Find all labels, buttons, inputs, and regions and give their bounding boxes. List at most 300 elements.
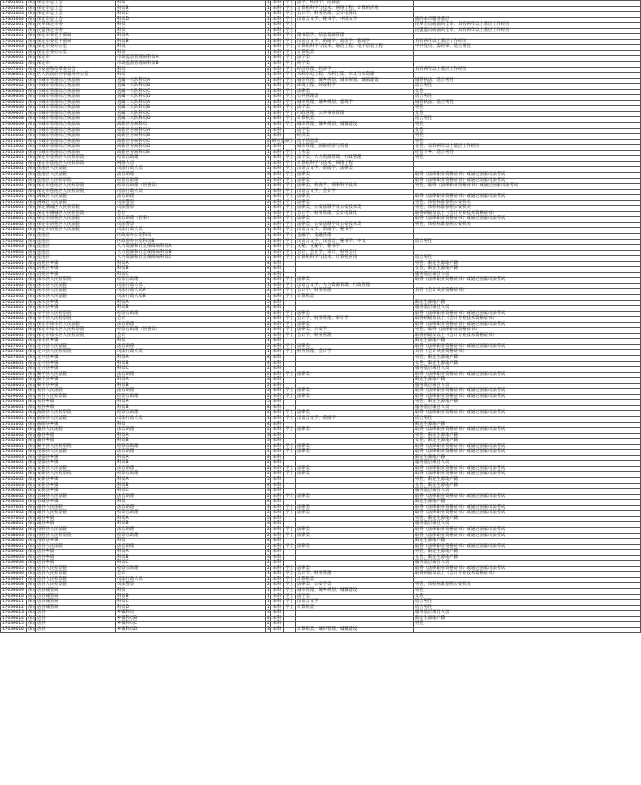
cell-department: 市城市管理综合执法局: [36, 89, 116, 95]
cell-city: 保定: [28, 194, 37, 200]
cell-city: 保定: [28, 460, 37, 466]
cell-post-name: 科员A: [116, 550, 266, 556]
cell-department: 市城市管理综合执法局: [36, 150, 116, 156]
cell-city: 保定: [28, 133, 37, 139]
cell-post-name: 法官助理: [116, 322, 266, 328]
cell-requirements: 经营下乡、适合男性: [414, 150, 641, 156]
cell-position-code: 17037002: [1, 511, 27, 517]
cell-department: 唐县人民法院: [36, 544, 116, 550]
cell-headcount: 3: [267, 521, 270, 527]
cell-major: 法律类: [296, 544, 414, 550]
cell-city: 保定: [28, 421, 37, 427]
cell-headcount: 3: [267, 271, 270, 277]
cell-post-name: 乡镇科员B: [116, 616, 266, 622]
cell-requirements: 取得《法律职业资格证书》或通过国家司法考试: [414, 195, 641, 201]
cell-post-name: 法官助理: [116, 527, 266, 533]
cell-requirements: 城管执法、适合男性: [414, 78, 641, 84]
cell-degree: 学士: [285, 449, 294, 455]
cell-department: 市城市管理综合执法局: [36, 134, 116, 140]
cell-city: 保定: [28, 83, 37, 89]
cell-education: 本科: [271, 95, 284, 101]
cell-major: 会计学、财务管理: [296, 333, 414, 339]
cell-city: 保定: [28, 443, 37, 449]
cell-requirements: 取得《法律职业资格证书》或通过国家司法考试: [414, 344, 641, 350]
cell-department: 莲池区: [36, 239, 116, 245]
cell-headcount: 1: [267, 587, 270, 593]
cell-post-name: 科员: [116, 539, 266, 545]
cell-department: 定兴县乡镇: [36, 356, 116, 362]
cell-city: 保定: [28, 199, 37, 205]
cell-city: 保定: [28, 604, 37, 610]
cell-department: 保定市满城区人民检察院: [36, 211, 116, 217]
cell-city: 保定: [28, 316, 37, 322]
cell-education: 本科: [271, 383, 284, 389]
cell-degree: 学士: [285, 194, 294, 200]
cell-post-name: 司法警察: [116, 206, 266, 212]
cell-post-name: 科员: [116, 1, 266, 7]
cell-degree: 学士: [285, 510, 294, 516]
cell-department: 区人民政府办事服务办公室: [36, 73, 116, 79]
cell-headcount: 1: [267, 576, 270, 582]
cell-degree: 学士: [285, 171, 294, 177]
cell-city: 保定: [28, 255, 37, 261]
cell-degree: 学士: [285, 416, 294, 422]
cell-post-name: 司法行政人员: [116, 189, 266, 195]
cell-post-name: 直属二大队科员B: [116, 106, 266, 112]
cell-headcount: 1: [267, 166, 270, 172]
cell-city: 保定: [28, 626, 37, 632]
cell-major: 公共管理类: [296, 95, 414, 101]
cell-position-code: 17012002: [1, 161, 27, 167]
cell-degree: 学士: [285, 327, 294, 333]
cell-position-code: 17030001: [1, 405, 27, 411]
cell-degree: 学士: [285, 105, 294, 111]
cell-requirements: 服务基层项目人员: [414, 272, 641, 278]
cell-requirements: 服务基层项目人员: [414, 367, 641, 373]
table-row: [1, 627, 641, 633]
cell-headcount: 1: [267, 332, 270, 338]
cell-post-name: 检察官助理（侦查员）: [116, 328, 266, 334]
cell-major: 城市管理、城乡规划、城镇建设: [296, 588, 414, 594]
cell-department: 易县人民检察院: [36, 394, 116, 400]
cell-post-name: 法官助理: [116, 505, 266, 511]
cell-post-name: 区政府办公室科员B: [116, 239, 266, 245]
cell-post-name: 科员: [116, 28, 266, 34]
cell-education: 本科: [271, 527, 284, 533]
cell-city: 保定: [28, 221, 37, 227]
cell-headcount: 1: [267, 604, 270, 610]
cell-city: 保定: [28, 349, 37, 355]
cell-post-name: 法官助理: [116, 195, 266, 201]
cell-city: 保定: [28, 0, 37, 5]
cell-city: 保定: [28, 138, 37, 144]
cell-major: 行政管理、公共事业管理: [296, 111, 414, 117]
cell-position-code: 17033003: [1, 455, 27, 461]
cell-department: 雄县人民法院: [36, 505, 116, 511]
cell-requirements: 男性、限定生源地户籍: [414, 400, 641, 406]
cell-position-code: 17018002: [1, 222, 27, 228]
cell-department: 满城区人民法院: [36, 195, 116, 201]
cell-position-code: 17027002: [1, 350, 27, 356]
cell-headcount: 1: [267, 205, 270, 211]
cell-education: 本科: [271, 594, 284, 600]
cell-department: 唐县乡镇: [36, 550, 116, 556]
cell-education: 本科: [271, 494, 284, 500]
cell-city: 保定: [28, 66, 37, 72]
cell-headcount: 1: [267, 249, 270, 255]
cell-department: 安新县乡镇: [36, 478, 116, 484]
cell-degree: 学士: [285, 16, 294, 22]
cell-city: 保定: [28, 99, 37, 105]
cell-post-name: 检察官助理: [116, 178, 266, 184]
cell-education: 本科: [271, 45, 284, 51]
cell-requirements: 服务基层项目人员: [414, 611, 641, 617]
cell-department: 市城市管理综合执法局: [36, 139, 116, 145]
cell-post-name: 法官助理: [116, 544, 266, 550]
cell-degree: 学士: [285, 199, 294, 205]
cell-degree: 学士: [285, 571, 294, 577]
cell-city: 保定: [28, 5, 37, 11]
cell-education: 本科: [271, 605, 284, 611]
cell-degree: 学士: [285, 465, 294, 471]
cell-city: 保定: [28, 388, 37, 394]
cell-city: 保定: [28, 510, 37, 516]
cell-department: 安新县乡镇: [36, 483, 116, 489]
cell-position-code: 17038002: [1, 527, 27, 533]
cell-department: 市城市管理综合执法局: [36, 128, 116, 134]
cell-department: 唐县乡镇: [36, 561, 116, 567]
cell-requirements: 取得《法律职业资格证书》或通过国家司法考试: [414, 466, 641, 472]
cell-headcount: 1: [267, 16, 270, 22]
cell-major: 会计学、财务管理: [296, 572, 414, 578]
cell-city: 保定: [28, 621, 37, 627]
cell-requirements: 服务基层项目人员: [414, 522, 641, 528]
cell-education: 本科: [271, 233, 284, 239]
cell-major: 水利水电工程、水利工程、水文与水资源: [296, 73, 414, 79]
cell-position-code: 17036003: [1, 500, 27, 506]
cell-degree: 学士: [285, 38, 294, 44]
cell-city: 保定: [28, 432, 37, 438]
cell-degree: 学士: [285, 255, 294, 261]
cell-degree: 学士: [285, 593, 294, 599]
cell-post-name: 科员: [116, 422, 266, 428]
cell-headcount: 1: [267, 255, 270, 261]
cell-department: 保定市徐水区人民检察院: [36, 328, 116, 334]
cell-headcount: 2: [267, 343, 270, 349]
cell-major: 法律类: [296, 322, 414, 328]
cell-post-name: 科员: [116, 339, 266, 345]
cell-education: 本科: [271, 428, 284, 434]
cell-position-code: 17028003: [1, 372, 27, 378]
cell-post-name: 法官助理: [116, 372, 266, 378]
cell-major: 汉语言文学、秘书学、中国文学: [296, 17, 414, 23]
cell-post-name: 科员B: [116, 439, 266, 445]
cell-major: 城市管理、城乡规划、城镇建设: [296, 123, 414, 129]
cell-education: 本科: [271, 616, 284, 622]
cell-headcount: 2: [267, 465, 270, 471]
cell-education: 本科: [271, 588, 284, 594]
cell-requirements: 适合男性: [414, 600, 641, 606]
cell-requirements: 取得初级及以上《会计专业技术资格证书》: [414, 211, 641, 217]
cell-position-code: 17028001: [1, 361, 27, 367]
cell-department: 安新县人民检察院: [36, 472, 116, 478]
cell-headcount: 3: [267, 626, 270, 632]
cell-city: 保定: [28, 27, 37, 33]
cell-city: 保定: [28, 593, 37, 599]
cell-city: 保定: [28, 416, 37, 422]
cell-headcount: 4: [267, 549, 270, 555]
cell-post-name: 科员B: [116, 483, 266, 489]
cell-education: 本科: [271, 167, 284, 173]
cell-requirements: 女性、限定生源地户籍: [414, 483, 641, 489]
cell-degree: 学士: [285, 77, 294, 83]
cell-post-name: 高新区分局科员: [116, 123, 266, 129]
cell-headcount: 2: [267, 427, 270, 433]
cell-major: 法律类: [296, 311, 414, 317]
cell-city: 保定: [28, 327, 37, 333]
cell-position-code: 17039014: [1, 616, 27, 622]
cell-education: 本科: [271, 67, 284, 73]
cell-headcount: 2: [267, 543, 270, 549]
cell-city: 保定: [28, 310, 37, 316]
cell-city: 保定: [28, 44, 37, 50]
cell-post-name: 科员: [116, 50, 266, 56]
cell-city: 保定: [28, 465, 37, 471]
cell-education: 本科: [271, 17, 284, 23]
cell-position-code: 17009002: [1, 84, 27, 90]
cell-requirements: 适合男性: [414, 117, 641, 123]
cell-department: 市城市管理综合执法局: [36, 100, 116, 106]
cell-position-code: 17001002: [1, 6, 27, 12]
cell-position-code: 17009004: [1, 95, 27, 101]
cell-department: 雄县人民检察院: [36, 511, 116, 517]
cell-degree: 学士: [285, 94, 294, 100]
cell-post-name: 法官助理: [116, 172, 266, 178]
cell-major: 城市管理、城乡规划、城市规划、城镇建设: [296, 78, 414, 84]
cell-position-code: 17019004: [1, 250, 27, 256]
cell-post-name: 科员: [116, 23, 266, 29]
cell-department: 望都县乡镇: [36, 461, 116, 467]
cell-degree: 学士: [285, 587, 294, 593]
cell-major: 经济管理、经济学: [296, 67, 414, 73]
cell-headcount: 2: [267, 471, 270, 477]
cell-education: 本科: [271, 422, 284, 428]
cell-position-code: 17018003: [1, 228, 27, 234]
cell-headcount: 2: [267, 138, 270, 144]
cell-major: 法律类: [296, 372, 414, 378]
cell-major: 法学类: [296, 128, 414, 134]
cell-requirements: 民盟盟员或面向全市、具有两年以上基层工作经历: [414, 28, 641, 34]
cell-major: 汉语言文学、人力资源管理、行政管理: [296, 283, 414, 289]
cell-post-name: 直属一大队科员A: [116, 78, 266, 84]
cell-city: 保定: [28, 410, 37, 416]
cell-education: 本科: [271, 389, 284, 395]
cell-education: 本科: [271, 34, 284, 40]
cell-requirements: 具有两年以上基层工作经历: [414, 39, 641, 45]
cell-city: 保定: [28, 366, 37, 372]
cell-post-name: 检察官助理: [116, 156, 266, 162]
cell-education: 本科: [271, 566, 284, 572]
cell-city: 保定: [28, 404, 37, 410]
cell-department: 容城县人民法院: [36, 494, 116, 500]
cell-headcount: 1: [267, 338, 270, 344]
cell-education: 本科: [271, 184, 284, 190]
cell-department: 易县人民法院: [36, 389, 116, 395]
cell-headcount: 4: [267, 615, 270, 621]
cell-requirements: 取得《法律职业资格证书》或通过国家司法考试: [414, 472, 641, 478]
cell-headcount: 1: [267, 33, 270, 39]
cell-city: 保定: [28, 521, 37, 527]
cell-city: 保定: [28, 144, 37, 150]
cell-position-code: 17027001: [1, 344, 27, 350]
cell-department: 易县乡镇: [36, 400, 116, 406]
cell-education: 本科: [271, 466, 284, 472]
cell-requirements: 男性、取得《法律职业资格证书》或通过国家司法考试: [414, 184, 641, 190]
cell-headcount: 1: [267, 227, 270, 233]
cell-education: 本科: [271, 544, 284, 550]
cell-post-name: 科员C: [116, 561, 266, 567]
cell-city: 保定: [28, 282, 37, 288]
cell-department: 雄县乡镇: [36, 516, 116, 522]
cell-city: 保定: [28, 177, 37, 183]
cell-city: 保定: [28, 399, 37, 405]
cell-city: 保定: [28, 55, 37, 61]
cell-department: 唐县: [36, 622, 116, 628]
cell-post-name: 直属一大队科员D: [116, 95, 266, 101]
cell-department: 博野县乡镇: [36, 539, 116, 545]
cell-major: 法律类: [296, 472, 414, 478]
cell-major: 法律类: [296, 172, 414, 178]
cell-headcount: 1: [267, 72, 270, 78]
cell-position-code: 17039010: [1, 594, 27, 600]
cell-position-code: 17009008: [1, 117, 27, 123]
cell-post-name: 检察官助理: [116, 472, 266, 478]
cell-position-code: 17030002: [1, 411, 27, 417]
cell-headcount: 3: [267, 432, 270, 438]
cell-department: 莲池区: [36, 250, 116, 256]
cell-position-code: 17001003: [1, 12, 27, 18]
cell-city: 保定: [28, 393, 37, 399]
cell-position-code: 17001004: [1, 17, 27, 23]
cell-post-name: 法官助理: [116, 494, 266, 500]
cell-major: 汉语言文学、新闻学: [296, 417, 414, 423]
cell-major: 环境工程、环境科学: [296, 84, 414, 90]
cell-major: 法律类: [296, 450, 414, 456]
cell-education: 本科: [271, 533, 284, 539]
cell-major: 电子信息类: [296, 139, 414, 145]
cell-headcount: 1: [267, 599, 270, 605]
cell-city: 保定: [28, 110, 37, 116]
cell-position-code: 17035001: [1, 472, 27, 478]
cell-major: 法学类、人力资源管理、行政管理: [296, 156, 414, 162]
cell-position-code: 17039011: [1, 600, 27, 606]
cell-education: 本科: [271, 84, 284, 90]
cell-post-name: 科员B: [116, 306, 266, 312]
cell-requirements: 具有《会计从业资格证书》: [414, 350, 641, 356]
cell-requirements: 男性、体检标准参照公安机关: [414, 206, 641, 212]
cell-post-name: 科员C: [116, 12, 266, 18]
cell-major: 计算机科学与技术、通信工程、电子信息工程: [296, 45, 414, 51]
cell-degree: 学士: [285, 166, 294, 172]
cell-education: 本科: [271, 117, 284, 123]
cell-city: 保定: [28, 11, 37, 17]
cell-department: 涞水县乡镇: [36, 306, 116, 312]
cell-headcount: 3: [267, 216, 270, 222]
cell-post-name: 司法行政人员: [116, 167, 266, 173]
cell-major: 会计学、财务管理、会计电算化: [296, 211, 414, 217]
cell-education: 本科: [271, 328, 284, 334]
cell-degree: 学士: [285, 232, 294, 238]
cell-position-code: 17032001: [1, 428, 27, 434]
cell-post-name: 科员A: [116, 261, 266, 267]
cell-position-code: 17037001: [1, 505, 27, 511]
cell-requirements: 适合男性: [414, 417, 641, 423]
cell-degree: 学士: [285, 293, 294, 299]
cell-headcount: 2: [267, 449, 270, 455]
cell-headcount: 2: [267, 66, 270, 72]
cell-city: 保定: [28, 49, 37, 55]
cell-major: 汉语言文学、汉语言、秘书学、中文: [296, 239, 414, 245]
cell-headcount: 2: [267, 532, 270, 538]
cell-headcount: 1: [267, 122, 270, 128]
cell-headcount: 1: [267, 210, 270, 216]
cell-headcount: 1: [267, 149, 270, 155]
cell-requirements: 女性: [414, 111, 641, 117]
cell-requirements: 服务基层项目人员: [414, 461, 641, 467]
cell-education: 本科: [271, 400, 284, 406]
cell-post-name: 科员A: [116, 378, 266, 384]
cell-city: 保定: [28, 127, 37, 133]
cell-department: 容城县乡镇: [36, 500, 116, 506]
cell-requirements: 取得《法律职业资格证书》或通过国家司法考试: [414, 172, 641, 178]
cell-education: 本科: [271, 455, 284, 461]
cell-position-code: 17019003: [1, 245, 27, 251]
cell-headcount: 1: [267, 61, 270, 67]
cell-position-code: 17010001: [1, 128, 27, 134]
cell-requirements: 限定生源地户籍: [414, 539, 641, 545]
cell-degree: 学士: [285, 343, 294, 349]
cell-headcount: 1: [267, 55, 270, 61]
cell-headcount: 4: [267, 266, 270, 272]
cell-headcount: 1: [267, 110, 270, 116]
cell-requirements: 服务基层项目人员: [414, 306, 641, 312]
cell-education: 本科: [271, 394, 284, 400]
cell-post-name: 司法行政人员: [116, 577, 266, 583]
cell-major: 金融学、金融管理: [296, 233, 414, 239]
cell-degree: 学士: [285, 160, 294, 166]
cell-degree: 学士: [285, 227, 294, 233]
cell-post-name: 科员C: [116, 272, 266, 278]
cell-post-name: 科员A: [116, 478, 266, 484]
cell-position-code: 17022003: [1, 300, 27, 306]
cell-position-code: 17009006: [1, 106, 27, 112]
cell-headcount: 4: [267, 499, 270, 505]
cell-degree: 学士: [285, 66, 294, 72]
cell-post-name: 科员B: [116, 39, 266, 45]
cell-education: 本科: [271, 367, 284, 373]
cell-degree: 学士: [285, 116, 294, 122]
cell-requirements: 女性、限定生源地户籍: [414, 439, 641, 445]
cell-major: 城市管理、城乡规划、建筑学: [296, 100, 414, 106]
cell-post-name: 科员B: [116, 461, 266, 467]
cell-degree: 学士: [285, 321, 294, 327]
cell-major: 文秘、文秘学、秘书学: [296, 245, 414, 251]
cell-headcount: 2: [267, 560, 270, 566]
cell-city: 保定: [28, 343, 37, 349]
cell-headcount: 3: [267, 488, 270, 494]
cell-city: 保定: [28, 515, 37, 521]
cell-education: 本科: [271, 577, 284, 583]
